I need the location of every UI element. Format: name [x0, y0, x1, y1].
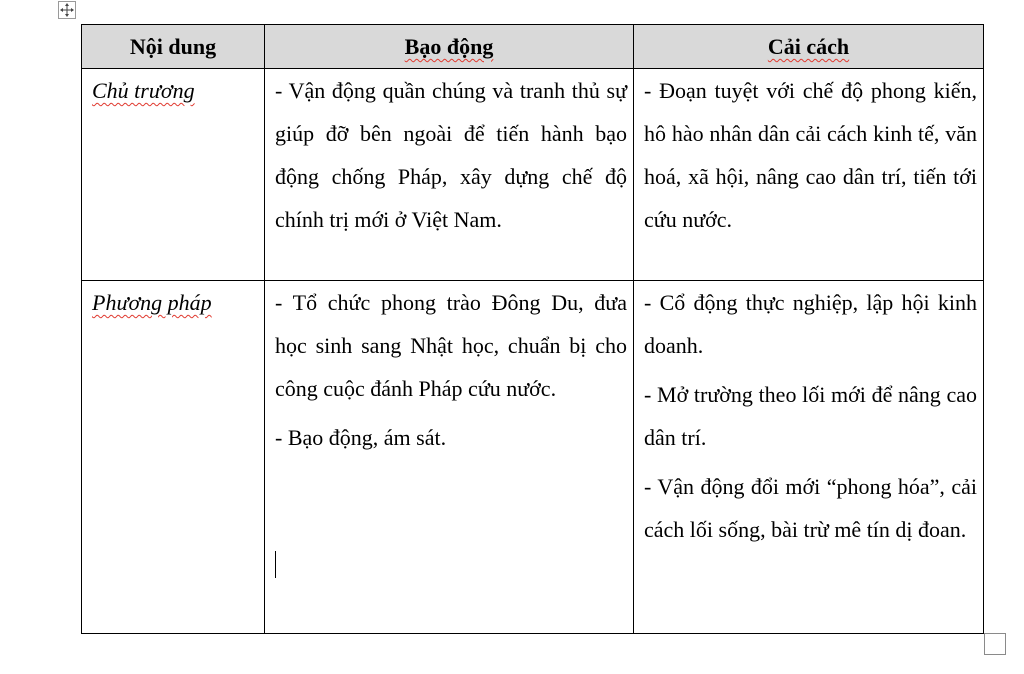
header-bao-dong[interactable] — [265, 25, 634, 69]
table-resize-handle-icon[interactable] — [984, 633, 1006, 655]
paragraph: - Mở trường theo lối mới để nâng cao dân trí. — [644, 382, 977, 450]
table-move-handle-icon[interactable] — [58, 1, 76, 19]
header-bao-dong-text: Bạo động — [404, 34, 494, 59]
row-label-phuong-phap: Phương pháp — [92, 290, 212, 315]
table-header-row — [82, 25, 984, 69]
paragraph: - Bạo động, ám sát. — [275, 425, 447, 450]
paragraph: - Tổ chức phong trào Đông Du, đưa học sinh sang Nhật học, chuẩn bị cho công cuộc đánh Pháp cứu nước. — [275, 290, 627, 401]
paragraph: - Vận động quần chúng và tranh thủ sự giúp đỡ bên ngoài để tiến hành bạo động chống Pháp, xây dựng chế độ chính trị mới ở Việt Nam. — [275, 78, 627, 232]
text-cursor — [275, 551, 276, 578]
cell-cai-cach-chu-truong[interactable] — [634, 69, 984, 281]
header-noi-dung-text: Nội dung — [129, 34, 217, 59]
row-label-cell[interactable] — [82, 69, 265, 281]
paragraph: - Đoạn tuyệt với chế độ phong kiến, hô hào nhân dân cải cách kinh tế, văn hoá, xã hội, nâng cao dân trí, tiến tới cứu nước. — [644, 78, 977, 232]
row-label-cell[interactable] — [82, 281, 265, 634]
header-cai-cach[interactable] — [634, 25, 984, 69]
paragraph: - Vận động đổi mới “phong hóa”, cải cách lối sống, bài trừ mê tín dị đoan. — [644, 474, 977, 542]
cell-bao-dong-chu-truong[interactable] — [265, 69, 634, 281]
table-row-phuong-phap — [82, 281, 984, 634]
cell-bao-dong-phuong-phap[interactable] — [265, 281, 634, 634]
content-table[interactable] — [81, 24, 984, 634]
header-noi-dung[interactable] — [82, 25, 265, 69]
paragraph: - Cổ động thực nghiệp, lập hội kinh doanh. — [644, 290, 977, 358]
cell-cai-cach-phuong-phap[interactable] — [634, 281, 984, 634]
row-label-chu-truong: Chủ trương — [92, 78, 195, 103]
table-row-chu-truong — [82, 69, 984, 281]
header-cai-cach-text: Cải cách — [767, 34, 850, 59]
